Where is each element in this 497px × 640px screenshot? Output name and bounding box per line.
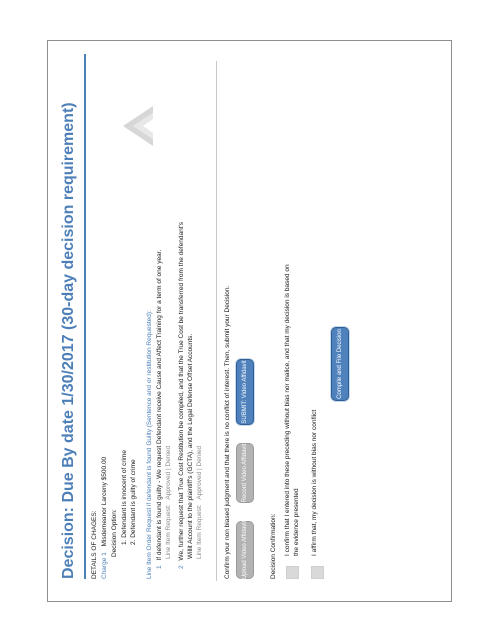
charge-text: Misdemeanor Larceny $500.00 (101, 456, 108, 547)
line-item-1-request-label: Line Item Request: (165, 504, 172, 559)
compile-file-decision-button[interactable]: Compile and File Decision (331, 327, 349, 401)
line-item-2-number: 2 (178, 565, 185, 569)
title-underline (84, 54, 86, 579)
confirm-instruction: Confirm your non biased judgment and that there is no conflict of interest. Then, submit your Decision. (224, 285, 231, 579)
line-item-1-separator: | (165, 468, 172, 470)
line-items-heading: Line Item Order Request if defendant is found Guilty (Sentence and or restitution Requested): (146, 310, 153, 579)
line-item-1-approved-link[interactable]: Approved (165, 471, 172, 500)
confirm-bias-checkbox[interactable] (286, 566, 299, 579)
submit-video-affidavit-button[interactable]: SUBMIT: Video Affidavit (236, 359, 254, 425)
line-item-1 (156, 250, 163, 569)
line-item-2-request-label: Line Item Request: (196, 504, 203, 559)
confirm-bias-line2: the evidence presented (293, 488, 300, 556)
line-item-2-denied-link[interactable]: Denied (196, 445, 203, 467)
line-item-2 (178, 222, 185, 569)
chevron-up-icon (118, 101, 188, 151)
decision-option-1[interactable]: 1. Defendant is innocent of crime (121, 449, 128, 545)
decision-confirmation-label: Decision Confirmation: (270, 513, 277, 579)
upload-video-affidavit-button[interactable]: Upload Video Affidavit (236, 521, 254, 579)
line-item-2-separator: | (196, 468, 203, 470)
line-item-2-text-line2: Willit Account to the plaintiff's (GCTA), and the Legal Defense Offset Accounts. (187, 333, 194, 559)
decision-option-2[interactable]: 2. Defendant is guilty of crime (130, 459, 137, 545)
line-item-1-number: 1 (156, 565, 163, 569)
charge-label: Charge 1 (101, 552, 108, 579)
line-item-2-approved-link[interactable]: Approved (196, 471, 203, 500)
record-video-affidavit-button[interactable]: Record Video Affidavit (236, 443, 254, 503)
details-heading: DETAILS OF CHAGES: (91, 510, 98, 579)
affirm-conflict-checkbox[interactable] (311, 566, 324, 579)
line-item-2-request (196, 446, 203, 559)
confirm-bias-line1: I confirm that I entered into these preceding without bias nor malice, and that my decision is based on (284, 264, 291, 556)
line-item-1-request (165, 446, 172, 559)
line-item-1-text: If defendant is found guilty - We request Defendant receive Cause and Affect Training for a term of one year. (156, 249, 163, 561)
page-title: Decision: Due By date 1/30/2017 (30-day decision requirement) (60, 102, 77, 579)
section-divider (216, 61, 217, 581)
line-item-2-text-line1: We, further request that True Cost Restitution be compiled, and that the True Cost be transferred from the defendant's (178, 221, 185, 561)
line-item-1-denied-link[interactable]: Denied (165, 445, 172, 467)
decision-option-label: Decision Option: (111, 509, 118, 557)
rotated-form (48, 41, 451, 601)
charge-row (101, 457, 108, 579)
document-page (47, 40, 452, 602)
affirm-conflict-text: I affirm that, my decision is without bias nor conflict (311, 409, 318, 556)
